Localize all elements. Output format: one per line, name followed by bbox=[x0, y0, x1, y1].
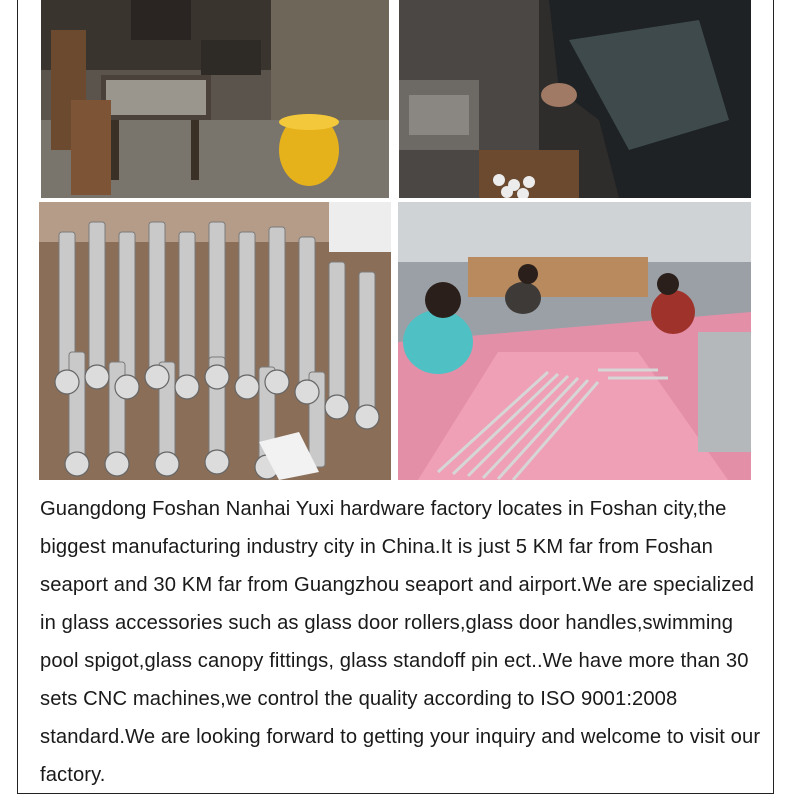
workshop-floor-photo bbox=[41, 0, 389, 198]
worker-at-machine-photo bbox=[399, 0, 751, 198]
factory-description: Guangdong Foshan Nanhai Yuxi hardware factory locates in Foshan city,the biggest manufacturing industry city in China.It is just 5 KM far from Foshan seaport and 30 KM far from Guangzhou seaport and airport.We are specialized in glass accessories such as glass door rollers,glass door handles,swimming pool spigot,glass canopy fittings, glass standoff pin ect..We have more than 30 sets CNC machines,we control the quality according to ISO 9001:2008 standard.We are looking forward to getting your inquiry and welcome to visit our factory. bbox=[40, 498, 761, 786]
glass-door-rollers-photo bbox=[39, 202, 391, 480]
assembly-line-photo bbox=[398, 202, 751, 480]
